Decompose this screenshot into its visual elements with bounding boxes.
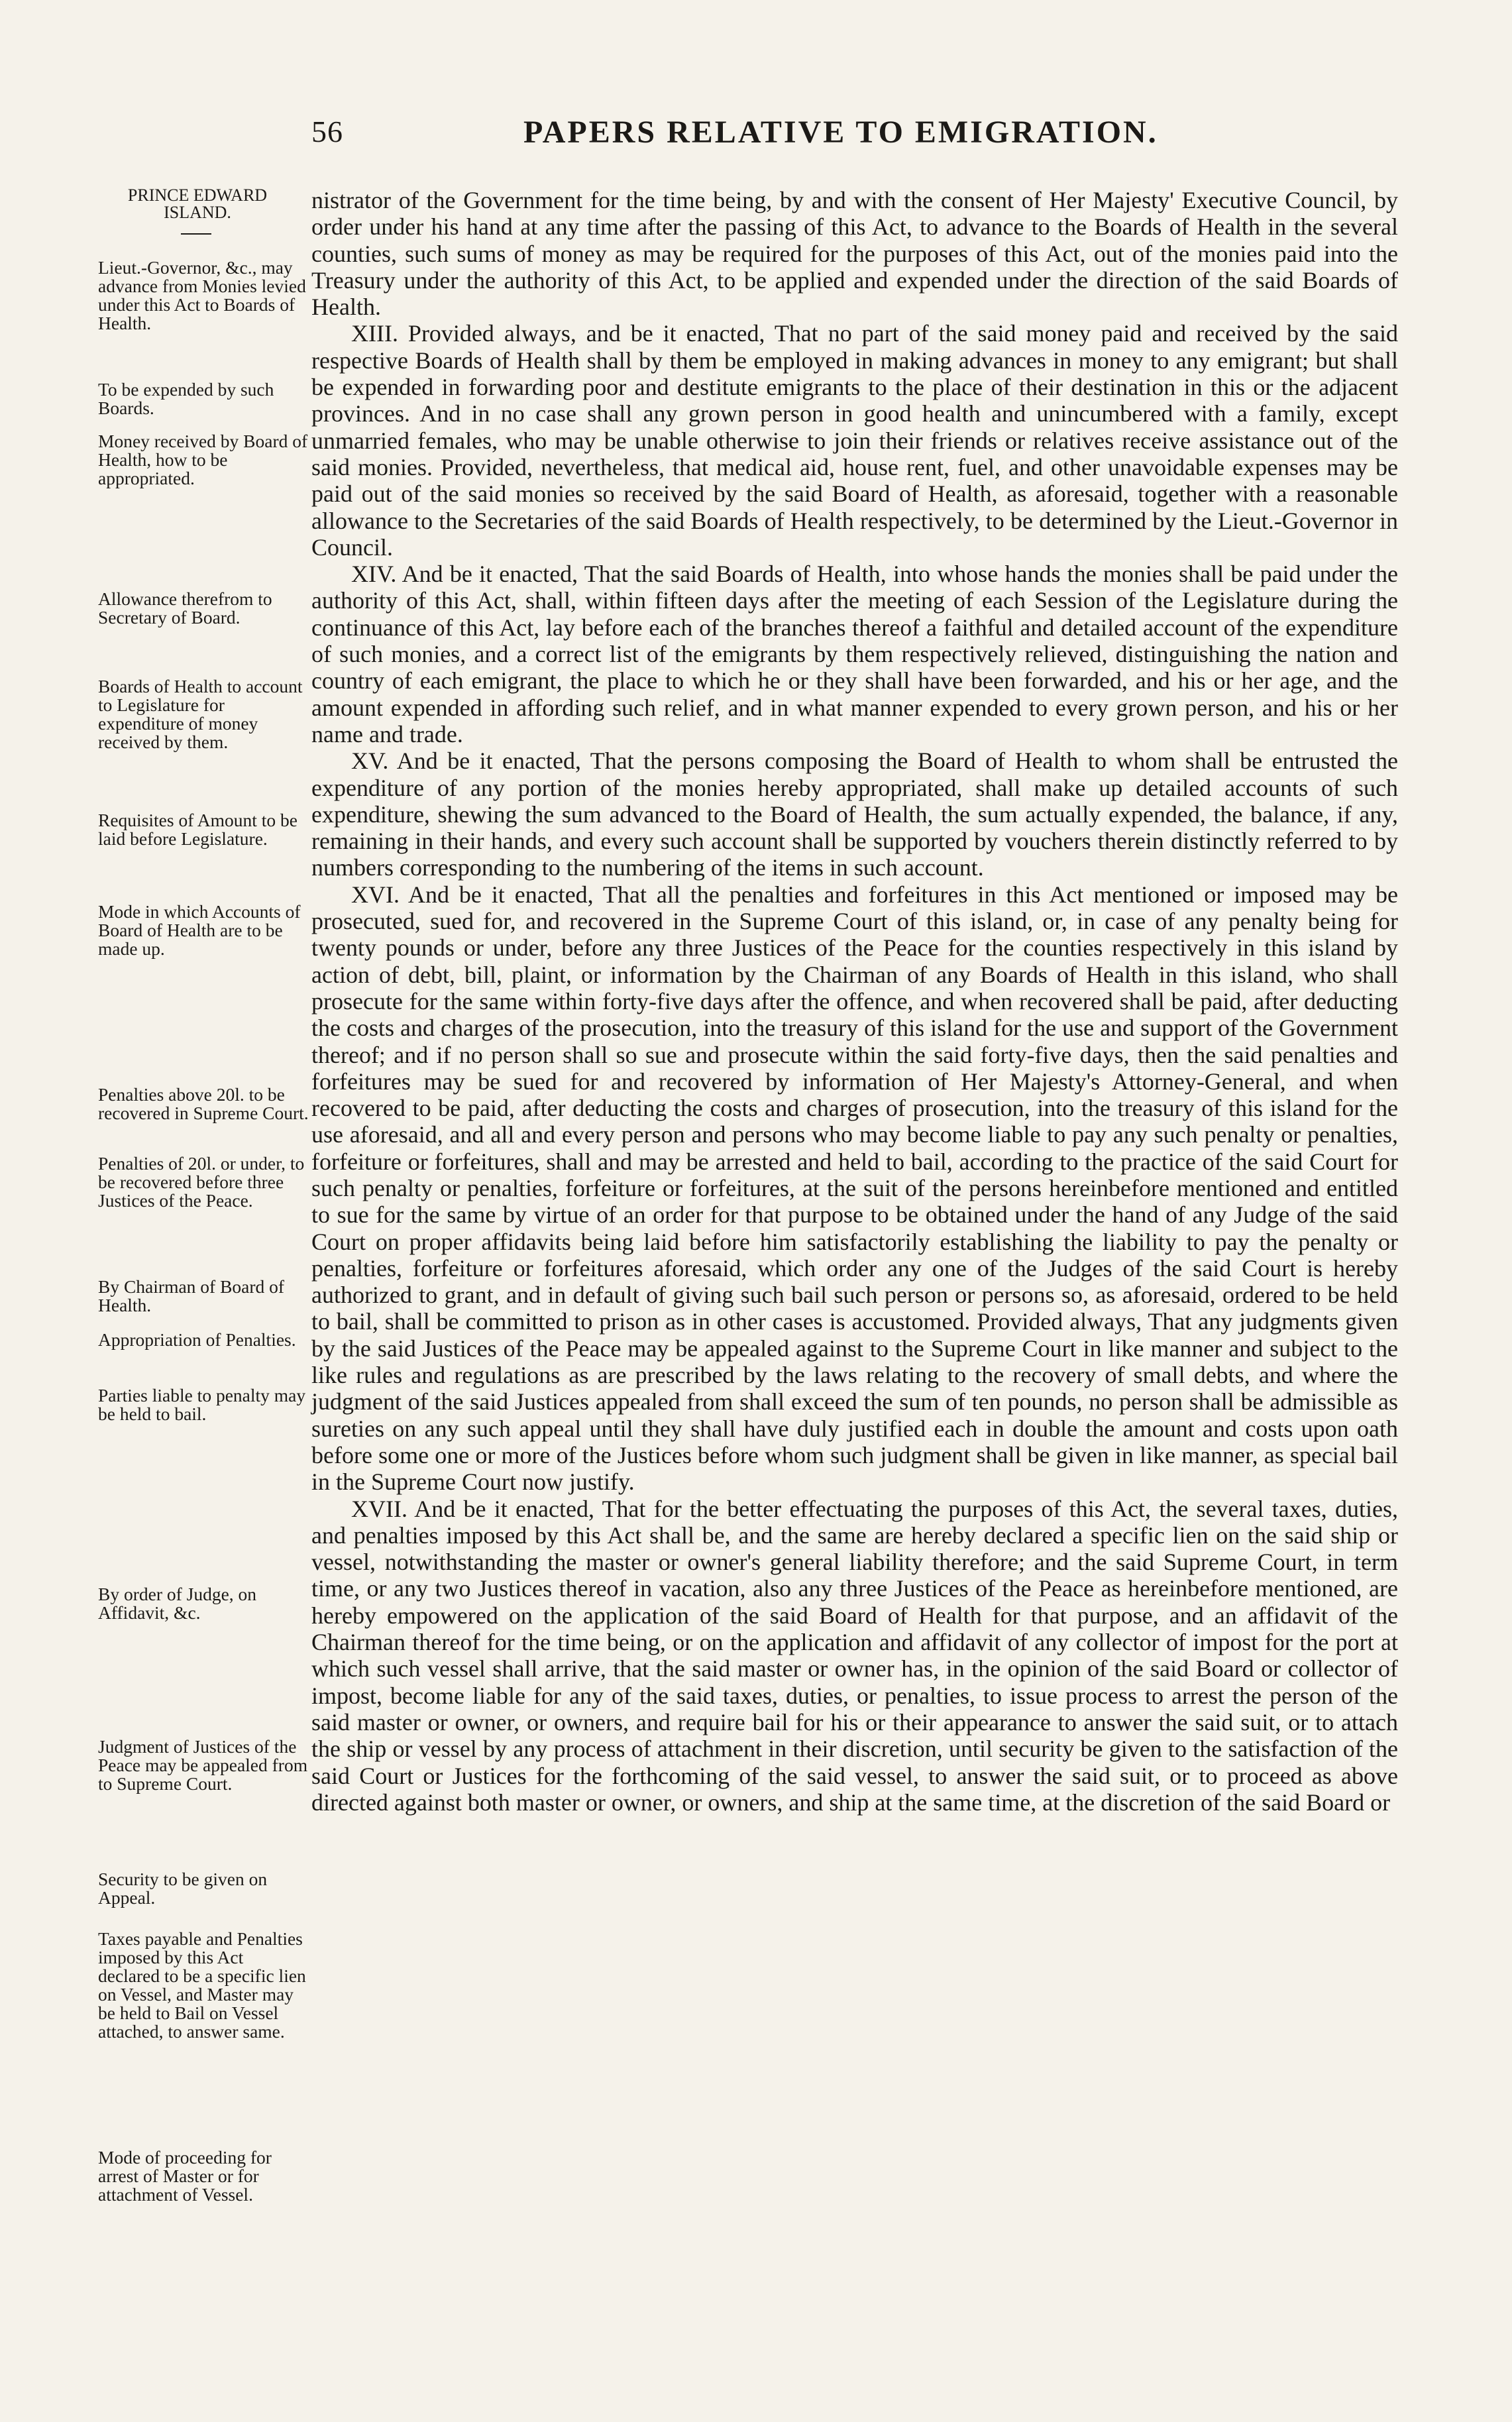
colony-label-line1: PRINCE EDWARD [127,186,268,205]
margin-note: Taxes payable and Penalties imposed by this Act declared to be a specific lien on Vessel, and Master may be held to Bail on Vessel attached, to answer same. [98,1928,306,2042]
margin-note: Money received by Board of Health, how to be appropriated. [98,431,308,488]
margin-note: Mode of proceeding for arrest of Master or for attachment of Vessel. [98,2147,272,2205]
margin-note: Penalties of 20l. or under, to be recovered before three Justices of the Peace. [98,1153,305,1211]
margin-note: Penalties above 20l. to be recovered in Supreme Court. [98,1084,309,1123]
colony-rule [181,233,211,235]
section-xvi: XVI. And be it enacted, That all the penalties and forfeitures in this Act mentioned or imposed may be prosecuted, sued for, and recovered in the Supreme Court of this island, or, in case of any penalty being for twenty pounds or under, before any three Justices of the Peace for the counties respectively in this island by action of debt, bill, plaint, or information by the Chairman of any Boards of Health in this island, who shall prosecute for the same within forty-five days after the offence, and when recovered shall be paid, after deducting the costs and charges of the prosecution, into the treasury of this island for the use and support of the Government thereof; and if no person shall so sue and prosecute within the said forty-five days, then the said penalties and forfeitures may be sued for and recovered by information of Her Majesty's Attorney-General, and when recovered to be paid, after deducting the costs and charges of prosecution, into the treasury of this island for the use aforesaid, and all and every person and persons who may become liable to pay any such penalty or penalties, forfeiture or forfeitures, shall and may be arrested and held to bail, according to the practice of the said Court for such penalty or penalties, forfeiture or forfeitures, at the suit of the persons hereinbefore mentioned and entitled to sue for the same by virtue of an order for that purpose to be obtained under the hand of any Judge of the said Court on proper affidavits being laid before him satisfactorily establishing the liability to pay the penalty or penalties, forfeiture or forfeitures aforesaid, which order any one of the Judges of the said Court is hereby authorized to grant, and in default of giving such bail such person or persons so, as aforesaid, ordered to be held to bail, shall be committed to prison as in other cases is accustomed. Provided always, That any judgments given by the said Justices of the Peace may be appealed against to the Supreme Court in like manner and subject to the like rules and regulations as are prescribed by the laws relating to the recovery of small debts, and where the judgment of the said Justices appealed from shall exceed the sum of ten pounds, no person shall be admissible as sureties on any such appeal until they shall have duly justified each in double the amount and costs upon oath before some one or more of the Justices before whom such judgment shall be given in like manner, as special bail in the Supreme Court now justify. [311,881,1398,1496]
margin-note: Mode in which Accounts of Board of Health are to be made up. [98,901,301,959]
margin-note: Parties liable to penalty may be held to bail. [98,1385,306,1424]
margin-note: Security to be given on Appeal. [98,1869,268,1908]
paragraph-continuation: nistrator of the Government for the time being, by and with the consent of Her Majesty' Executive Council, by order under his hand at any time after the passing of this Act, to advance to the Boards of Health in the several counties, such sums of money as may be required for the purposes of this Act, out of the monies paid into the Treasury under the authority of this Act, to be applied and expended under the direction of the said Boards of Health. [311,187,1398,321]
margin-note: Lieut.-Governor, &c., may advance from Monies levied under this Act to Boards of Health. [98,257,306,333]
margin-note: Appropriation of Penalties. [98,1329,296,1350]
section-xvii: XVII. And be it enacted, That for the better effectuating the purposes of this Act, the several taxes, duties, and penalties imposed by this Act shall be, and the same are hereby declared a specific lien on the said ship or vessel, notwithstanding the master or owner's general liability therefore; and the said Supreme Court, in term time, or any two Justices thereof in vacation, also any three Justices of the Peace as hereinbefore mentioned, are hereby empowered on the application of the said Board of Health for that purpose, and an affidavit of the Chairman thereof for the time being, or on the application and affidavit of any collector of impost for the port at which such vessel shall arrive, that the said master or owner has, in the opinion of the said Board or collector of impost, become liable for any of the said taxes, duties, or penalties, to issue process to arrest the person of the said master or owner, or owners, and require bail for his or their appearance to answer the said suit, or to attach the ship or vessel by any process of attachment in their discretion, until security be given to the satisfaction of the said Court or Justices for the forthcoming of the said vessel, to answer the said suit, or to proceed as above directed against both master or owner, or owners, and ship at the same time, at the discretion of the said Board or [311,1495,1398,1816]
section-xiii: XIII. Provided always, and be it enacted, That no part of the said money paid and received by the said respective Boards of Health shall by them be employed in making advances in money to any emigrant; but shall be expended in forwarding poor and destitute emigrants to the place of their destination in this or the adjacent provinces. And in no case shall any grown person in good health and unincumbered with a family, except unmarried females, who may be unable otherwise to join their friends or relatives receive assistance out of the said monies. Provided, nevertheless, that medical aid, house rent, fuel, and other unavoidable expenses may be paid out of the said monies so received by the said Board of Health, as aforesaid, together with a reasonable allowance to the Secretaries of the said Boards of Health respectively, to be determined by the Lieut.-Governor in Council. [311,320,1398,561]
margin-note: To be expended by such Boards. [98,379,274,418]
body-text [311,187,1398,1816]
running-head: PAPERS RELATIVE TO EMIGRATION. [523,115,1158,150]
colony-label-line2: ISLAND. [164,203,231,222]
margin-note: By order of Judge, on Affidavit, &c. [98,1584,257,1623]
margin-note: Boards of Health to account to Legislature for expenditure of money received by them. [98,676,303,752]
page-number: 56 [311,115,343,148]
margin-note: By Chairman of Board of Health. [98,1276,285,1315]
margin-note: Judgment of Justices of the Peace may be appealed from to Supreme Court. [98,1736,308,1794]
page-header [311,114,1411,160]
section-xv: XV. And be it enacted, That the persons composing the Board of Health to whom shall be entrusted the expenditure of any portion of the monies hereby appropriated, shall make up detailed accounts of such expenditure, shewing the sum advanced to the Board of Health, the sum actually expended, the balance, if any, remaining in their hands, and every such account shall be supported by vouchers therein distinctly referred to by numbers corresponding to the numbering of the items in such account. [311,747,1398,881]
margin-note: Requisites of Amount to be laid before Legislature. [98,810,297,849]
colony-label [98,187,297,221]
section-xiv: XIV. And be it enacted, That the said Boards of Health, into whose hands the monies shall be paid under the authority of this Act, shall, within fifteen days after the meeting of each Session of the Legislature during the continuance of this Act, lay before each of the branches thereof a faithful and detailed account of the expenditure of such monies, and a correct list of the emigrants by them respectively relieved, distinguishing the nation and country of each emigrant, the place to which he or they shall have been forwarded, and his or her age, and the amount expended in affording such relief, and in what manner expended to every grown person, and his or her name and trade. [311,561,1398,747]
margin-note: Allowance therefrom to Secretary of Board. [98,588,272,628]
